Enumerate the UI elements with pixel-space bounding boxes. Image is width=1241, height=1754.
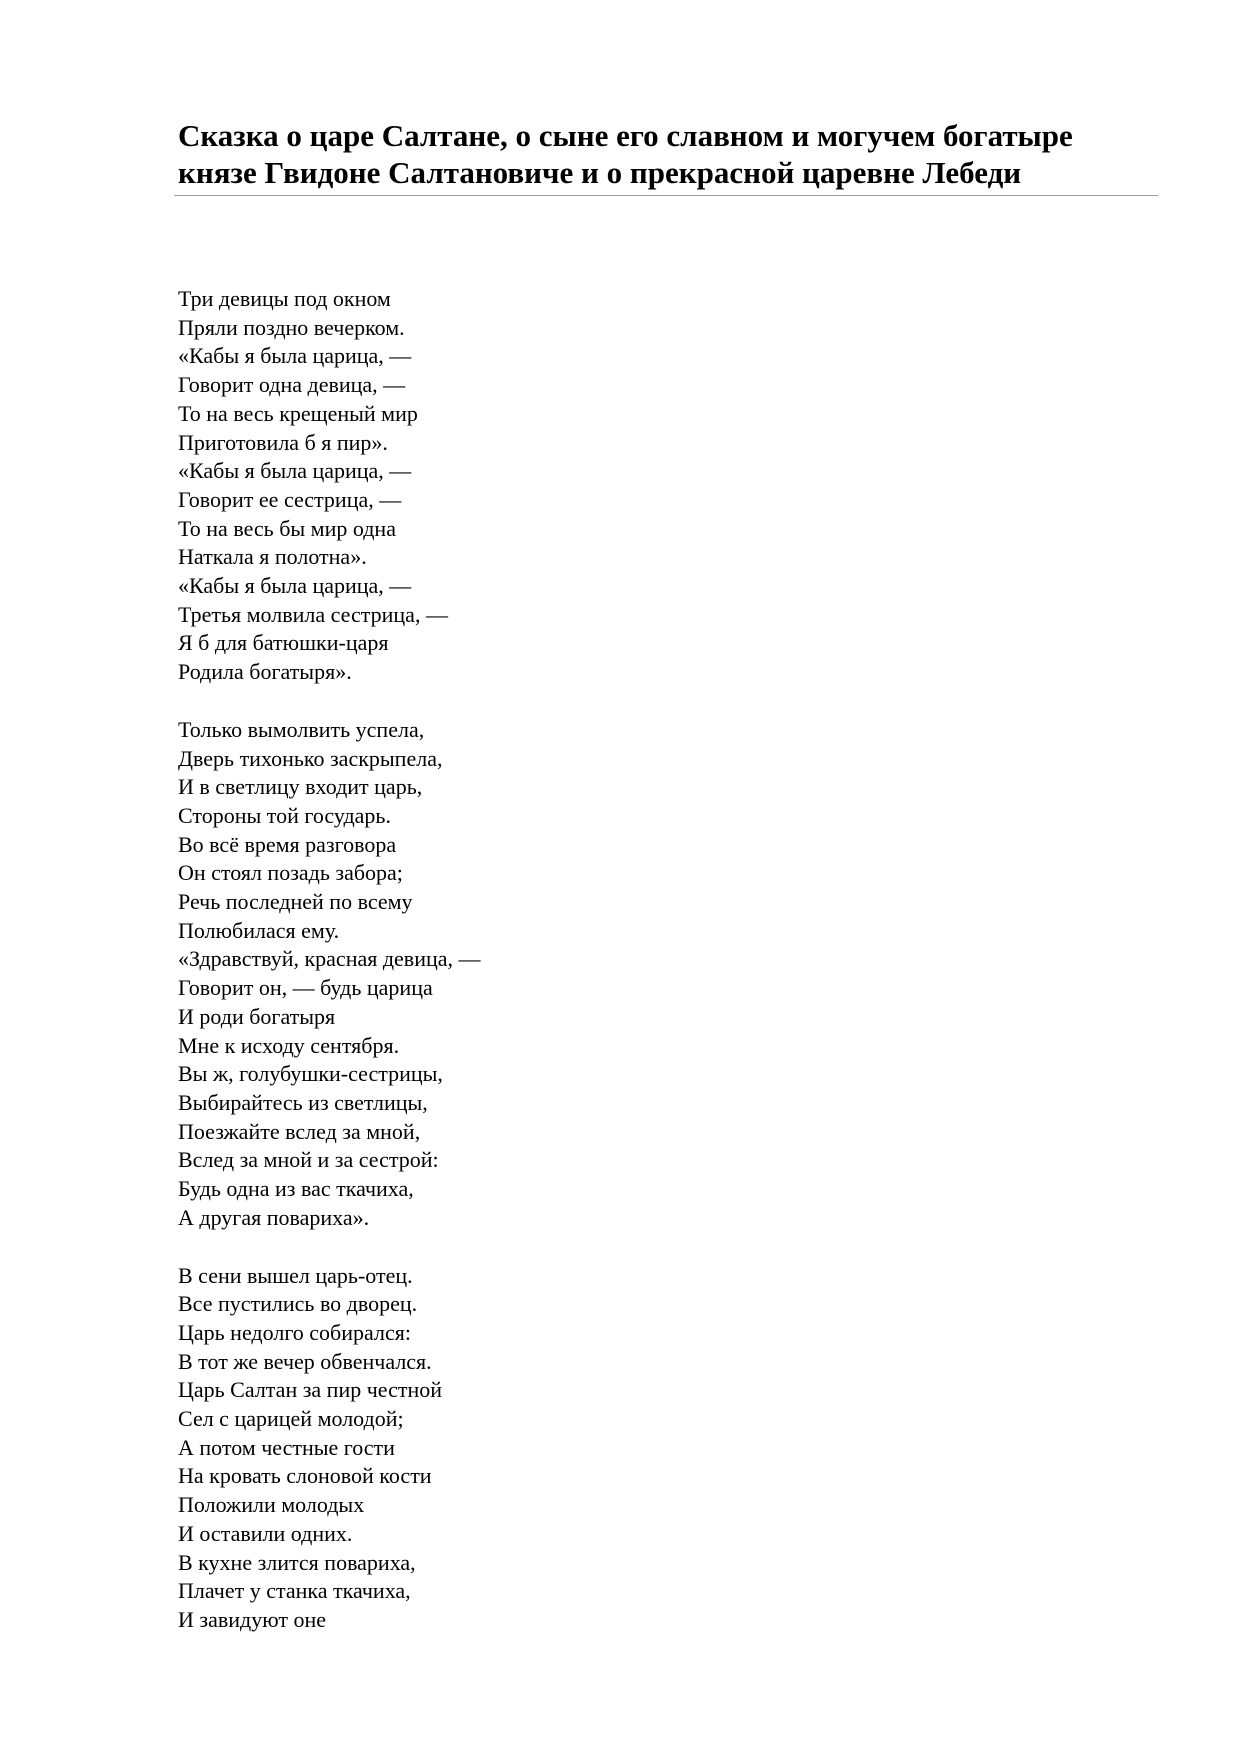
verse-line: Сел с царицей молодой; [178, 1406, 404, 1432]
verse-line: Приготовила б я пир». [178, 429, 388, 455]
stanza [178, 716, 481, 1233]
verse-line: Дверь тихонько заскрыпела, [178, 745, 443, 771]
verse-line: Положили молодых [178, 1492, 365, 1518]
verse-line: Наткала я полотна». [178, 544, 367, 570]
verse-line: «Кабы я была царица, — [178, 343, 412, 369]
verse-line: И роди богатыря [178, 1003, 336, 1029]
verse-line: Мне к исходу сентября. [178, 1032, 400, 1058]
verse-line: «Кабы я была царица, — [178, 458, 412, 484]
verse-line: Полюбилася ему. [178, 917, 340, 943]
verse-line: А другая повариха». [178, 1204, 370, 1230]
verse-line: Третья молвила сестрица, — [178, 601, 448, 627]
title-line: Сказка о царе Салтане, о сыне его славном и могучем богатыре [178, 118, 1073, 153]
verse-line: «Кабы я была царица, — [178, 573, 412, 599]
document-title [178, 117, 1158, 191]
verse-line: Речь последней по всему [178, 889, 413, 915]
verse-line: И оставили одних. [178, 1520, 353, 1546]
verse-line: Пряли поздно вечерком. [178, 314, 405, 340]
verse-line: Я б для батюшки-царя [178, 630, 389, 656]
title-underline-rule [174, 195, 1158, 196]
verse-line: То на весь крещеный мир [178, 400, 418, 426]
verse-line: Будь одна из вас ткачиха, [178, 1176, 414, 1202]
verse-line: Царь недолго собирался: [178, 1319, 411, 1345]
title-line: князе Гвидоне Салтановиче и о прекрасной царевне Лебеди [178, 155, 1022, 190]
verse-line: Вы ж, голубушки-сестрицы, [178, 1061, 443, 1087]
verse-line: Все пустились во дворец. [178, 1291, 418, 1317]
verse-line: В кухне злится повариха, [178, 1549, 416, 1575]
verse-line: Он стоял позадь забора; [178, 860, 403, 886]
verse-line: Говорит одна девица, — [178, 372, 406, 398]
stanza [178, 1262, 481, 1635]
stanza [178, 285, 481, 687]
verse-line: Вслед за мной и за сестрой: [178, 1147, 439, 1173]
verse-line: Выбирайтесь из светлицы, [178, 1089, 428, 1115]
verse-line: На кровать слоновой кости [178, 1463, 432, 1489]
verse-line: То на весь бы мир одна [178, 515, 396, 541]
verse-line: Только вымолвить успела, [178, 716, 425, 742]
verse-line: Три девицы под окном [178, 286, 391, 311]
verse-line: В сени вышел царь-отец. [178, 1262, 413, 1288]
poem-body [178, 285, 481, 1664]
verse-line: Говорит ее сестрица, — [178, 486, 402, 512]
verse-line: Стороны той государь. [178, 802, 391, 828]
verse-line: А потом честные гости [178, 1434, 395, 1460]
verse-line: Говорит он, — будь царица [178, 975, 433, 1001]
verse-line: «Здравствуй, красная девица, — [178, 946, 481, 972]
verse-line: И завидуют оне [178, 1606, 326, 1632]
verse-line: Родила богатыря». [178, 659, 352, 685]
verse-line: Во всё время разговора [178, 831, 397, 857]
verse-line: Поезжайте вслед за мной, [178, 1118, 421, 1144]
verse-line: И в светлицу входит царь, [178, 774, 423, 800]
verse-line: Плачет у станка ткачиха, [178, 1578, 411, 1604]
verse-line: Царь Салтан за пир честной [178, 1377, 443, 1403]
verse-line: В тот же вечер обвенчался. [178, 1348, 432, 1374]
